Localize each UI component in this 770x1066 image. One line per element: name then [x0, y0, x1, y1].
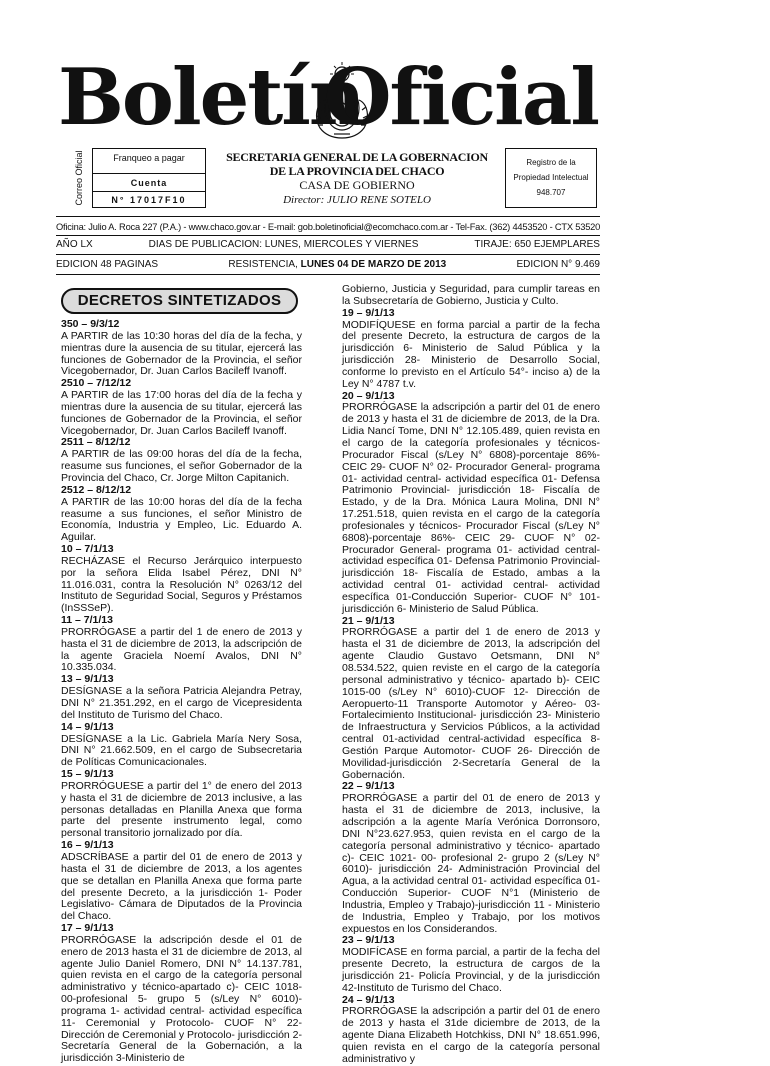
- franqueo-line-1: Franqueo a pagar: [113, 153, 185, 163]
- decree-entry: [342, 308, 600, 391]
- decree-text: A PARTIR de las 10:30 horas del día de la fecha, y mientras dure la ausencia de su titular, ejercerá las funciones de Gobernador de la Provincia, el señor Vicegobernador, Dr. Juan Carlos Bacileff Ivanoff.: [61, 329, 302, 378]
- edition-info-row: [56, 259, 600, 271]
- left-column: [61, 319, 302, 1065]
- page-count: EDICION 48 PAGINAS: [56, 259, 159, 270]
- section-title: DECRETOS SINTETIZADOS: [61, 288, 298, 314]
- decree-text: MODIFÍCASE en forma parcial, a partir de la fecha del presente Decreto, la estructura de cargos de la jurisdicción 21- Policía Provincial, y de la jurisdicción 42-Instituto de Turismo del Chaco.: [342, 946, 600, 994]
- registro-line-2: Propiedad Intelectual: [513, 173, 589, 182]
- publication-days: DIAS DE PUBLICACION: LUNES, MIERCOLES Y VIERNES: [148, 239, 419, 250]
- secretaria-block: [212, 150, 502, 207]
- director-line: Director: JULIO RENE SOTELO: [283, 194, 431, 206]
- decree-text: PRORRÓGUESE a partir del 1° de enero del 2013 y hasta el 31 de diciembre de 2013 inclusive, a las personas detalladas en Planilla Anexa que forma parte del presente instrumento legal, como personal transitorio jornalizado por día.: [61, 779, 302, 840]
- decree-entry: [342, 935, 600, 994]
- decree-text: PRORRÓGASE la adscripción desde el 01 de enero de 2013 hasta el 31 de diciembre de 2013, al agente Julio Daniel Romero, DNI N° 14.137.781, quien revista en el cargo de la categoría personal administrativo y técnico-apartado c)- CEIC 1018- 00-profesional 5- grupo 5 (s/Ley N° 6010)- programa 1- actividad central- actividad específica 11- Ceremonial y Protocolo- CUOF N° 22- Dirección de Ceremonial y Protocolo- jurisdicción 2- Secretaría General de la Gobernación, a la jurisdicción 3-Ministerio de: [61, 933, 303, 1065]
- secretaria-line-3: CASA DE GOBIERNO: [299, 178, 415, 192]
- masthead-title-right: Oficial: [323, 52, 598, 143]
- decree-number-date: 21 – 9/1/13: [342, 614, 395, 627]
- secretaria-line-1: SECRETARIA GENERAL DE LA GOBERNACION: [226, 150, 488, 164]
- registro-line-3: 948.707: [536, 188, 566, 197]
- decree-entry: [61, 840, 302, 923]
- decree-entry: [61, 722, 302, 769]
- contact-line: Oficina: Julio A. Roca 227 (P.A.) - www.chaco.gov.ar - E-mail: gob.boletinoficial@ecomchaco.com.ar - Tel-Fax. (362) 4453520 - CTX 53520: [56, 222, 601, 232]
- rule-2: [56, 235, 600, 236]
- decree-number-date: 2512 – 8/12/12: [61, 483, 132, 496]
- rule-3: [56, 254, 600, 255]
- decree-number-date: 17 – 9/1/13: [61, 922, 114, 935]
- decree-entry: [61, 923, 302, 1065]
- decree-entry: [61, 769, 302, 840]
- franqueo-line-3: N° 17017F10: [93, 191, 205, 205]
- decree-entry: [61, 485, 302, 544]
- masthead: [58, 52, 598, 144]
- decree-text: MODIFÍQUESE en forma parcial a partir de la fecha del presente Decreto, la estructura de cargos de la jurisdicción 6- Ministerio de Salud Pública y la jurisdicción 28- Ministerio de Desarrollo Social, conforme lo previsto en el Artículo 54°- inciso a) de la Ley N° 4787 t.v.: [342, 318, 600, 390]
- place-name: RESISTENCIA,: [228, 259, 298, 270]
- correo-text: Correo Oficial: [74, 150, 84, 206]
- decree-entry: [61, 615, 302, 674]
- decree-text: RECHÁZASE el Recurso Jerárquico interpuesto por la señora Elida Isabel Pérez, DNI N° 11.016.031, contra la Resolución N° 0263/12 del Instituto de Seguridad Social, Seguros y Préstamos (InSSSeP).: [61, 554, 302, 615]
- decree-entry: [61, 544, 302, 615]
- masthead-title-left: Boletín: [58, 52, 364, 143]
- date-text: LUNES 04 DE MARZO DE 2013: [300, 259, 447, 270]
- right-column: [342, 284, 600, 1066]
- decree-entry: [61, 674, 302, 721]
- decree-entry: [61, 378, 302, 437]
- decree-number-date: 23 – 9/1/13: [342, 934, 395, 947]
- decree-text: ADSCRÍBASE a partir del 01 de enero de 2013 y hasta el 31 de diciembre de 2013, a los agentes que se detallan en Planilla Anexa que forma parte del presente Decreto, a la jurisdicción 1- Poder Legislativo- Cámara de Diputados de la Provincia del Chaco.: [61, 850, 302, 923]
- print-run: TIRAJE: 650 EJEMPLARES: [474, 239, 600, 250]
- publication-info-row: [56, 239, 600, 251]
- decree-entry: [342, 616, 600, 782]
- year-label: AÑO LX: [56, 239, 93, 250]
- decree-entry: [61, 319, 302, 378]
- decree-number-date: 24 – 9/1/13: [342, 993, 395, 1006]
- decree-text: DESÍGNASE a la señora Patricia Alejandra Petray, DNI N° 21.351.292, en el cargo de Vicepresidenta del Instituto de Turismo del Chaco.: [61, 685, 302, 721]
- franqueo-line-2: Cuenta: [93, 173, 205, 188]
- decree-entry: [342, 995, 600, 1066]
- decree-number-date: 14 – 9/1/13: [61, 720, 114, 733]
- edition-number: EDICION N° 9.469: [516, 259, 600, 270]
- issue-date: [228, 259, 446, 271]
- decree-number-date: 16 – 9/1/13: [61, 839, 114, 852]
- rule-top: [56, 216, 600, 217]
- decree-entry: [342, 284, 600, 308]
- secretaria-line-2: DE LA PROVINCIA DEL CHACO: [269, 164, 445, 178]
- decree-text: PRORRÓGASE a partir del 1 de enero de 2013 y hasta el 31 de diciembre de 2013, la adscripción de la agente Graciela Noemí Avalos, DNI N° 10.335.034.: [61, 625, 302, 674]
- decree-text: PRORRÓGASE la adscripción a partir del 01 de enero de 2013 y hasta el 31 de diciembre de 2013, de la Dra. Lidia Nancí Tome, DNI N° 12.105.489, quien revista en el cargo de la categoría profesionales y técnicos- Procurador Fiscal (s/Ley N° 6808)-porcentaje 86%- CEIC 29- CUOF N° 02- Procurador General- programa 01- actividad central- actividad específica 01- Defensa Patrimonio Provincial- jurisdicción 18- Fiscalía de Estado, y de la Dra. Mónica Laura Molina, DNI N° 17.251.518, quien revista en el cargo de la categoría profesionales y técnicos- Procurador Fiscal (s/Ley N° 6808)-porcentaje 86%- CEIC 29- CUOF N° 02- Procurador General- programa 01- actividad central- actividad específica 01- Defensa Patrimonio Provincial- jurisdicción 18- Fiscalía de Estado, ambas a la actividad central 01- actividad central- actividad específica 01-Conducción Superior- CUOF N° 101- jurisdicción 6- Ministerio de Salud Pública.: [342, 401, 600, 615]
- registro-box: [505, 148, 597, 208]
- decree-number-date: 2510 – 7/12/12: [61, 377, 132, 390]
- decree-entry: [342, 781, 600, 935]
- decree-number-date: 13 – 9/1/13: [61, 673, 114, 686]
- decree-number-date: 10 – 7/1/13: [61, 543, 114, 556]
- decree-number-date: 11 – 7/1/13: [61, 614, 113, 627]
- decree-number-date: 22 – 9/1/13: [342, 780, 395, 793]
- decree-text: A PARTIR de las 09:00 horas del día de la fecha, reasume sus funciones, el señor Gobernador de la Provincia del Chaco, Cr. Jorge Milton Capitanich.: [61, 448, 302, 484]
- decree-text: A PARTIR de las 17:00 horas del día de la fecha y mientras dure la ausencia de su titular, ejercerá las funciones de Gobernador de la Provincia, el señor Vicegobernador, Dr. Juan Carlos Bacileff Ivanoff.: [61, 389, 302, 437]
- rule-bottom: [56, 274, 600, 275]
- decree-text: A PARTIR de las 10:00 horas del día de la fecha reasume a sus funciones, el señor Ministro de Economía, Industria y Empleo, Lic. Eduardo A. Aguilar.: [61, 495, 302, 544]
- decree-number-date: 15 – 9/1/13: [61, 768, 114, 781]
- decree-text: PRORRÓGASE la adscripción a partir del 01 de enero de 2013 y hasta el 31de diciembre de 2013, de la agente Diana Elizabeth Hotchkiss, DNI N° 18.651.996, quien revista en el cargo de la categoría personal administrativo y: [342, 1005, 600, 1065]
- decree-text: DESÍGNASE a la Lic. Gabriela María Nery Sosa, DNI N° 21.662.509, en el cargo de Subsecretaria de Políticas Comunicacionales.: [61, 732, 302, 769]
- decree-text: PRORRÓGASE a partir del 01 de enero de 2013 y hasta el 31 de diciembre de 2013, inclusive, la adscripción a la agente María Verónica Dorronsoro, DNI N°23.627.953, quien revista en el cargo de la categoría personal administrativo y técnico- apartado c)- CEIC 1021- 00- profesional 2- grupo 2 (s/Ley N° 6010)- jurisdicción 24- Administración Provincial del Agua, a la actividad central 01- actividad específica 01- Conducción Superior- CUOF N°1 (Ministerio de Industria, Empleo y Trabajo)-jurisdicción 11 - Ministerio de Industria, Empleo y Trabajo, por los motivos expuestos en los Considerandos.: [342, 792, 600, 935]
- decree-number-date: 19 – 9/1/13: [342, 306, 395, 319]
- registro-line-1: Registro de la: [526, 158, 576, 167]
- decree-entry: [61, 437, 302, 484]
- decree-number-date: 20 – 9/1/13: [342, 389, 395, 402]
- decree-entry: [342, 391, 600, 616]
- decree-text: PRORRÓGASE a partir del 1 de enero de 2013 y hasta el 31 de diciembre de 2013, la adscripción del agente Claudio Gustavo Oetsmann, DNI N° 08.534.522, quien reviste en el cargo de la categoría personal administrativo y técnico- apartado b)- CEIC 1015-00 (s/Ley N° 6010)-CUOF 12- Dirección de Aeropuerto-11 Transporte Automotor y Aéreo- 03- Fortalecimiento Institucional- jurisdicción 23- Ministerio de Infraestructura y Servicios Públicos, a la actividad central 01-actividad central-actividad específica 8- Gestión Parque Automotor- CUOF 26- Dirección de Movilidad-jurisdicción 2-Secretaría General de la Gobernación.: [342, 626, 600, 781]
- correo-oficial-label: [66, 148, 92, 208]
- decree-number-date: 2511 – 8/12/12: [61, 436, 131, 449]
- decree-text: Gobierno, Justicia y Seguridad, para cumplir tareas en la Subsecretaría de Gobierno, Justicia y Culto.: [342, 283, 600, 307]
- franqueo-box: [92, 148, 206, 208]
- decree-number-date: 350 – 9/3/12: [61, 318, 120, 330]
